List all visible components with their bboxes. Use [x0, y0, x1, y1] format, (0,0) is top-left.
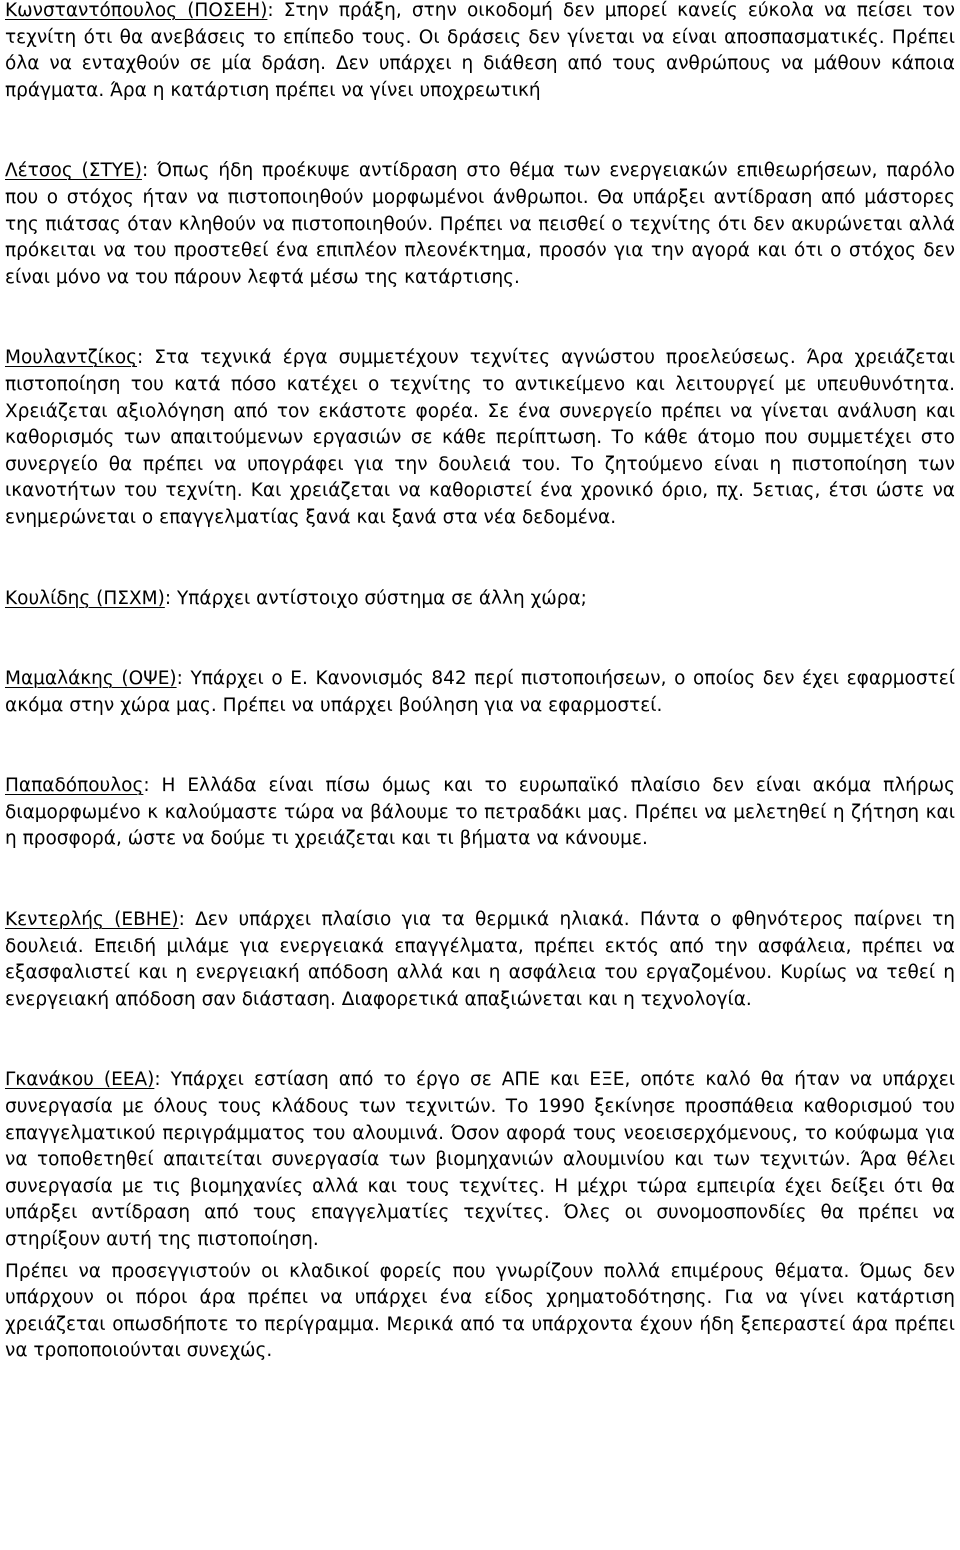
paragraph-text: : Στα τεχνικά έργα συμμετέχουν τεχνίτες αγνώστου προελεύσεως. Άρα χρειάζεται πιστοποίηση του κατά πόσο κατέχει ο τεχνίτης το αντικείμενο και λειτουργεί με υπευθυνότητα. Χρειάζεται αξιολόγηση από τον εκάστοτε φορέα. Σε ένα συνεργείο πρέπει να γίνεται ανάλυση και καθορισμός των απαιτούμενων εργασιών σε κάθε περίπτωση. Το κάθε άτομο που συμμετέχει στο συνεργείο θα πρέπει να υπογράφει για την δουλειά του. Το ζητούμενο είναι η πιστοποίηση των ικανοτήτων του τεχνίτη. Και χρειάζεται να καθοριστεί ένα χρονικό όριο, πχ. 5ετιας, έτσι ώστε να ενημερώνεται ο επαγγελματίας ξανά και ξανά στα νέα δεδομένα.	[5, 347, 955, 528]
paragraph-kenterlis	[5, 907, 955, 1013]
speaker-name: Κωνσταντόπουλος (ΠΟΣΕΗ)	[5, 0, 268, 21]
paragraph-text: : Η Ελλάδα είναι πίσω όμως και το ευρωπαϊκό πλαίσιο δεν είναι ακόμα πλήρως διαμορφωμένο κ καλούμαστε τώρα να βάλουμε το πετραδάκι μας. Πρέπει να μελετηθεί η ζήτηση και η προσφορά, ώστε να δούμε τι χρειάζεται και τι βήματα να κάνουμε.	[5, 775, 955, 850]
speaker-name: Παπαδόπουλος	[5, 775, 144, 797]
paragraph-text: : Υπάρχει ο Ε. Κανονισμός 842 περί πιστοποιήσεων, ο οποίος δεν έχει εφαρμοστεί ακόμα στην χώρα μας. Πρέπει να υπάρχει βούληση για να εφαρμοστεί.	[5, 668, 955, 716]
paragraph-text: : Όπως ήδη προέκυψε αντίδραση στο θέμα των ενεργειακών επιθεωρήσεων, παρόλο που ο στόχος ήταν να πιστοποιηθούν μορφωμένοι άνθρωποι. Θα υπάρξει αντίδραση από μάστορες της πιάτσας όταν κληθούν να πιστοποιηθούν. Πρέπει να πεισθεί ο τεχνίτης ότι δεν ακυρώνεται αλλά πρόκειται να του προστεθεί ένα επιπλέον πλεονέκτημα, προσόν για την αγορά και ότι ο στόχος δεν είναι μόνο να του πάρουν λεφτά μέσω της κατάρτισης.	[5, 160, 955, 288]
paragraph-text: : Υπάρχει αντίστοιχο σύστημα σε άλλη χώρα;	[164, 587, 587, 609]
speaker-name: Μουλαντζίκος	[5, 347, 138, 369]
speaker-name: Κουλίδης (ΠΣΧΜ)	[5, 587, 165, 609]
document-body	[5, 0, 955, 1365]
paragraph-papadopoulos	[5, 773, 955, 853]
paragraph-letsos	[5, 158, 955, 291]
paragraph-ganakou	[5, 1067, 955, 1253]
speaker-name: Λέτσος (ΣΤΥΕ)	[5, 160, 142, 182]
paragraph-koulidis	[5, 586, 955, 613]
paragraph-text: : Δεν υπάρχει πλαίσιο για τα θερμικά ηλιακά. Πάντα ο φθηνότερος παίρνει τη δουλειά. Επειδή μιλάμε για ενεργειακά επαγγέλματα, πρέπει εκτός από την ασφάλεια, πρέπει να εξασφαλιστεί και η ενεργειακή απόδοση αλλά και η ασφάλεια του εργαζομένου. Κυρίως να τεθεί η ενεργειακή απόδοση σαν διάσταση. Διαφορετικά απαξιώνεται και η τεχνολογία.	[5, 909, 955, 1010]
speaker-name: Γκανάκου (ΕΕΑ)	[5, 1069, 155, 1091]
paragraph-mamalakis	[5, 666, 955, 719]
speaker-name: Μαμαλάκης (ΟΨΕ)	[5, 668, 177, 690]
paragraph-continuation	[5, 1259, 955, 1365]
paragraph-konstantopoulos	[5, 0, 955, 104]
paragraph-text: : Υπάρχει εστίαση από το έργο σε ΑΠΕ και ΕΞΕ, οπότε καλό θα ήταν να υπάρχει συνεργασία με όλους τους κλάδους των τεχνιτών. Το 1990 ξεκίνησε προσπάθεια καθορισμού του επαγγελματικού περιγράμματος του αλουμινά. Όσον αφορά τους νεοεισερχόμενους, το κούφωμα για να τοποθετηθεί απαιτείται συνεργασία των βιομηχανιών αλουμινίου και των τεχνιτών. Άρα θέλει συνεργασία με τις βιομηχανίες αλλά και τους τεχνίτες. Η μέχρι τώρα εμπειρία έχει δείξει ότι θα υπάρξει αντίδραση από τους επαγγελματίες τεχνίτες. Όλες οι συνομοσπονδίες θα πρέπει να στηρίξουν αυτή της πιστοποίηση.	[5, 1069, 955, 1250]
paragraph-text: Πρέπει να προσεγγιστούν οι κλαδικοί φορείς που γνωρίζουν πολλά επιμέρους θέματα. Όμως δεν υπάρχουν οι πόροι άρα πρέπει να υπάρχει ένα είδος χρηματοδότησης. Για να γίνει κατάρτιση χρειάζεται οπωσδήποτε το περίγραμμα. Μερικά από τα υπάρχοντα έχουν ήδη ξεπεραστεί άρα πρέπει να τροποποιούνται συνεχώς.	[5, 1260, 955, 1362]
speaker-name: Κεντερλής (ΕΒΗΕ)	[5, 909, 179, 931]
paragraph-moulantzikos	[5, 345, 955, 531]
paragraph-text: : Στην πράξη, στην οικοδομή δεν μπορεί κανείς εύκολα να πείσει τον τεχνίτη ότι θα ανεβάσεις το επίπεδο τους. Οι δράσεις δεν γίνεται να είναι αποσπασματικές. Πρέπει όλα να ενταχθούν σε μία δράση. Δεν υπάρχει η διάθεση από τους ανθρώπους να μάθουν κάποια πράγματα. Άρα η κατάρτιση πρέπει να γίνει υποχρεωτική	[5, 0, 955, 101]
